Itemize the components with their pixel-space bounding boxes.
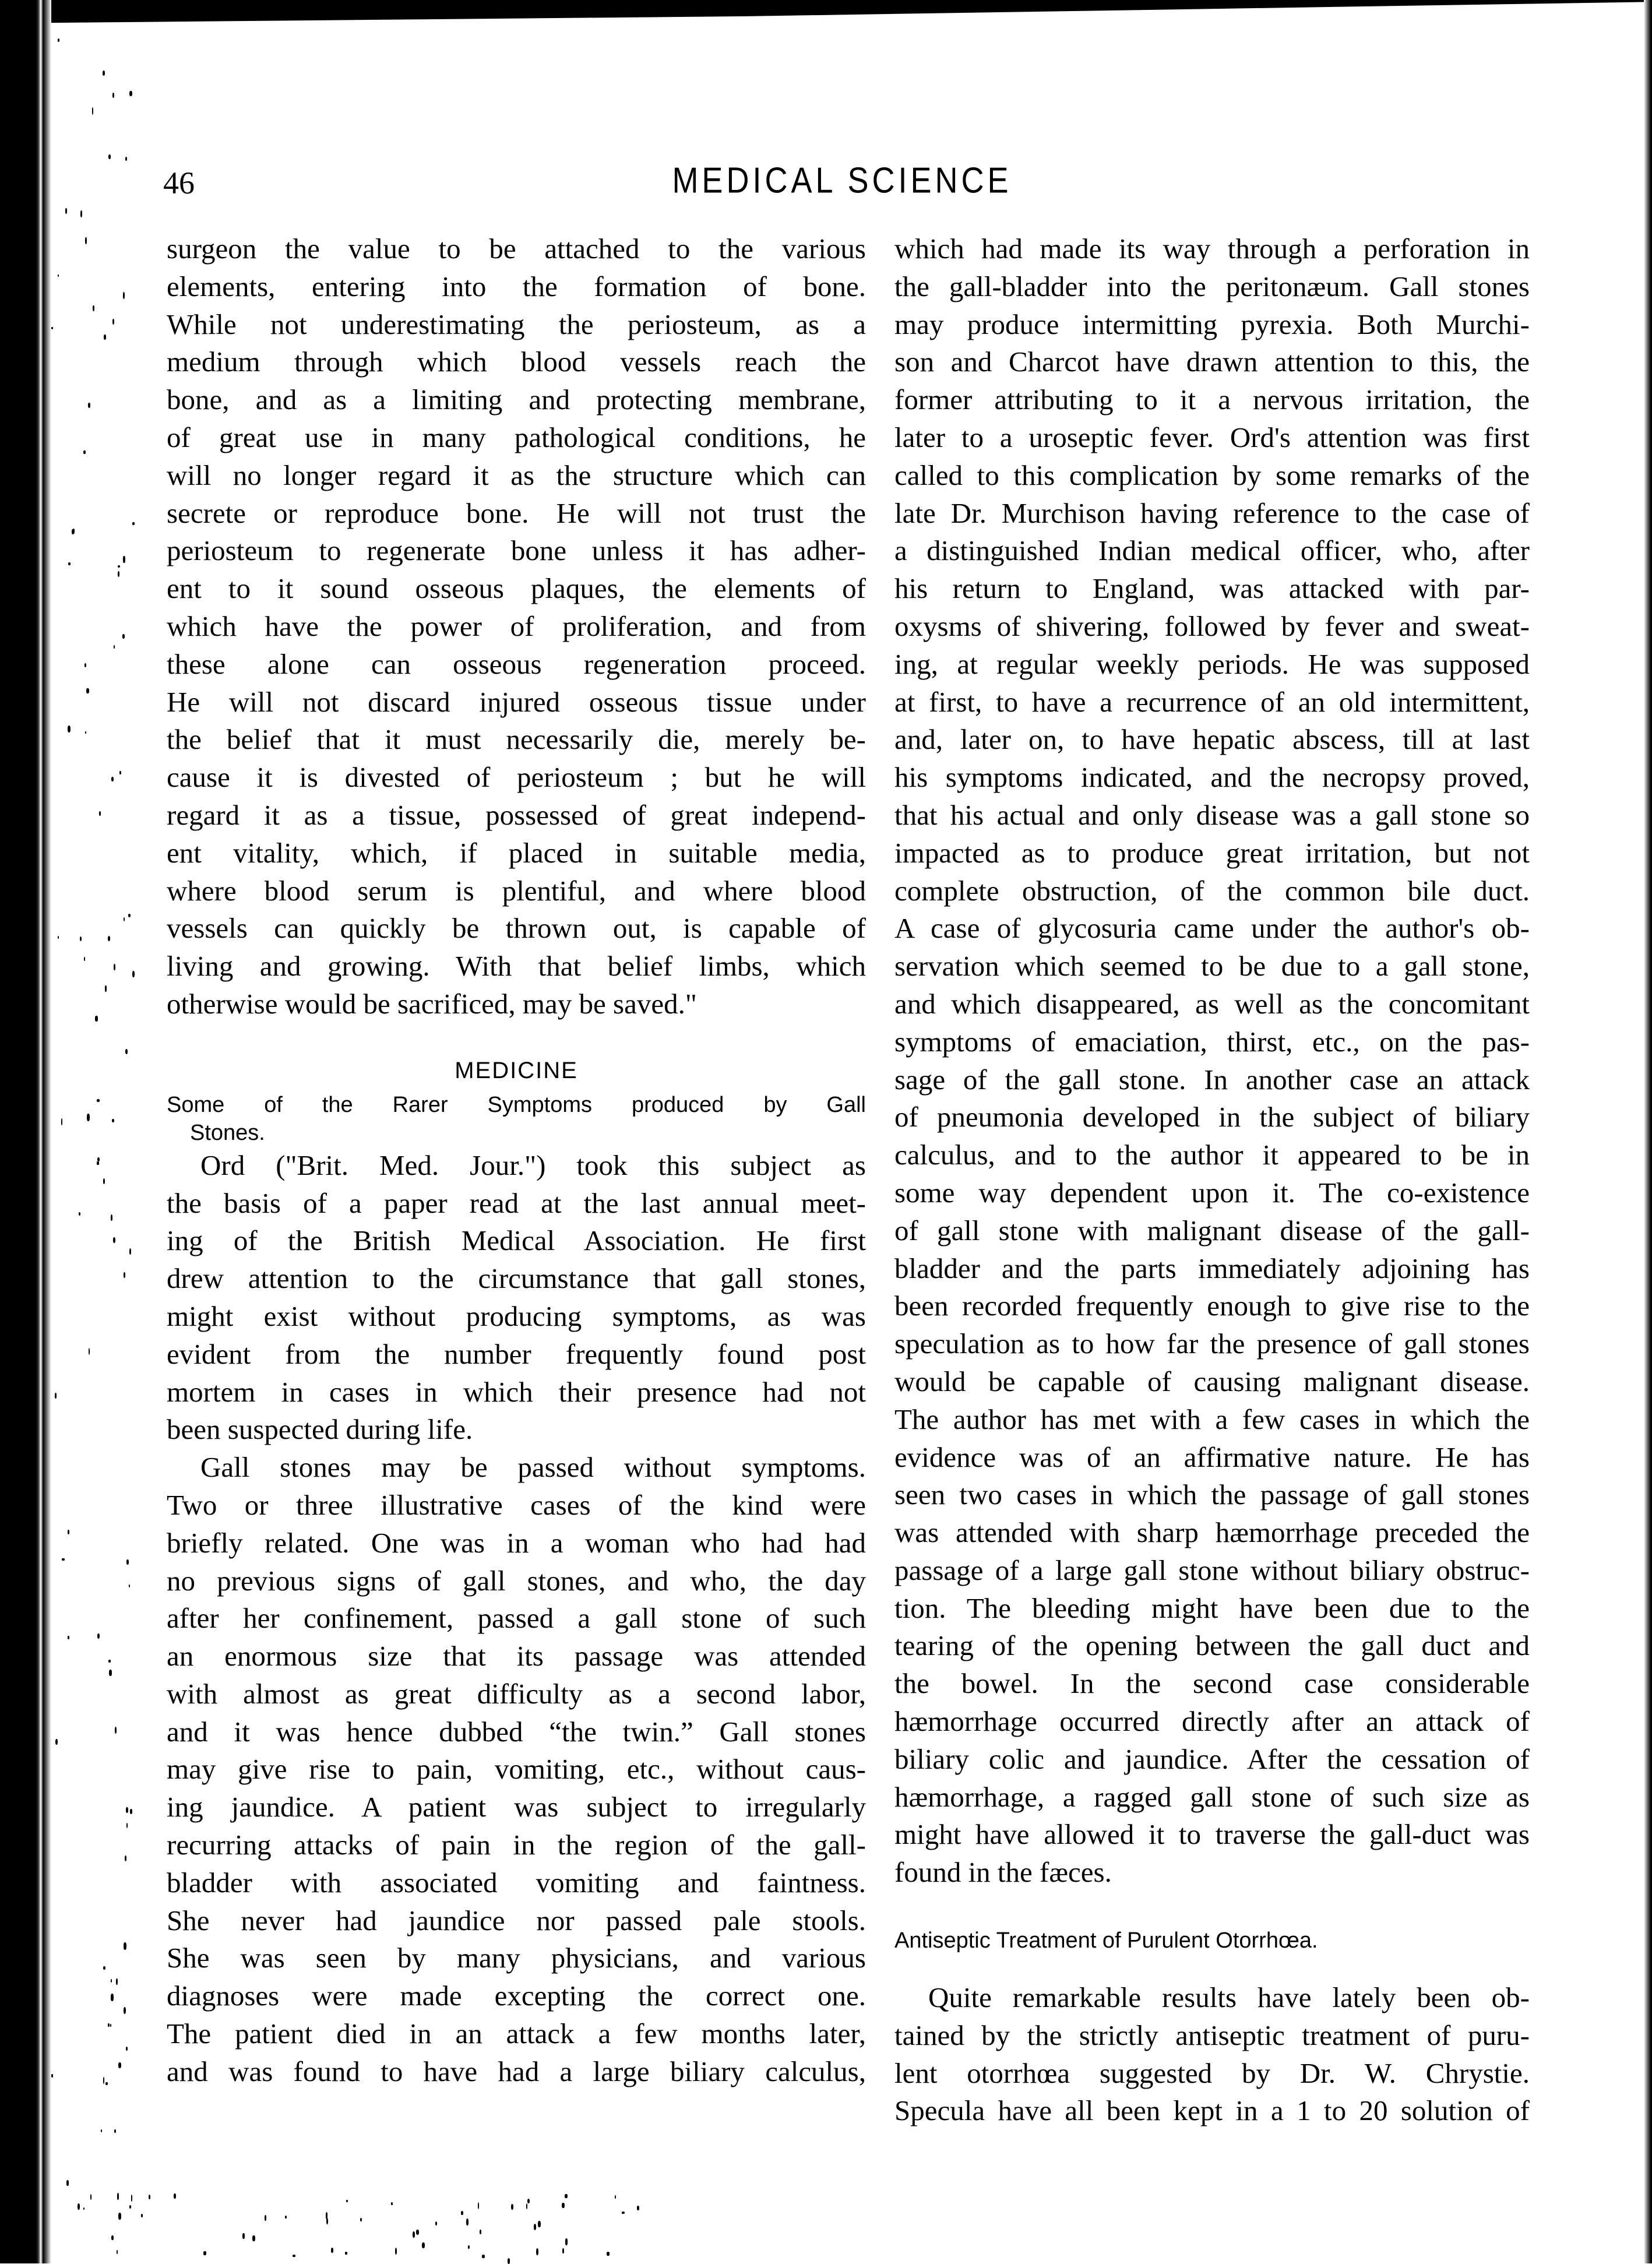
text-line: vessels can quickly be thrown out, is capable of bbox=[167, 912, 866, 945]
scan-speck bbox=[103, 71, 105, 76]
continuation-text-block bbox=[894, 230, 1530, 1892]
scan-speck bbox=[90, 2194, 91, 2200]
scan-speck bbox=[128, 914, 131, 917]
scan-speck bbox=[478, 2202, 479, 2210]
scan-speck bbox=[242, 2233, 245, 2239]
page-number: 46 bbox=[163, 166, 195, 200]
scan-speck bbox=[99, 811, 101, 816]
text-line: speculation as to how far the presence of gall stones bbox=[894, 1328, 1530, 1360]
scan-left-edge bbox=[0, 0, 51, 2263]
text-line: lent otorrhœa suggested by Dr. W. Chrystie. bbox=[894, 2057, 1530, 2089]
text-line: medium through which blood vessels reach the bbox=[167, 346, 866, 378]
text-line: an enormous size that its passage was attended bbox=[167, 1640, 866, 1673]
scan-speck bbox=[123, 292, 125, 299]
text-line: complete obstruction, of the common bile duct. bbox=[894, 874, 1530, 907]
scan-speck bbox=[68, 1530, 69, 1534]
text-line: bladder with associated vomiting and faintness. bbox=[167, 1866, 866, 1899]
text-line: with almost as great difficulty as a second labor, bbox=[167, 1677, 866, 1710]
text-line: after her confinement, passed a gall stone of such bbox=[167, 1602, 866, 1635]
scan-speck bbox=[105, 985, 106, 992]
text-line: diagnoses were made excepting the correct one. bbox=[167, 1980, 866, 2012]
scan-speck bbox=[97, 1099, 100, 1102]
scan-speck bbox=[103, 2077, 104, 2084]
scan-speck bbox=[112, 319, 114, 325]
text-line: living and growing. With that belief limbs, which bbox=[167, 950, 866, 983]
scan-speck bbox=[87, 1114, 90, 1121]
scan-speck bbox=[97, 1633, 100, 1639]
text-line: recurring attacks of pain in the region of the gall- bbox=[167, 1829, 866, 1861]
scan-speck bbox=[58, 274, 59, 277]
text-line: bladder and the parts immediately adjoining has bbox=[894, 1252, 1530, 1284]
scan-speck bbox=[607, 2252, 610, 2255]
scan-speck bbox=[124, 1942, 126, 1950]
text-line: the gall-bladder into the peritonæum. Gall stones bbox=[894, 270, 1530, 302]
text-line: secrete or reproduce bone. He will not trust the bbox=[167, 497, 866, 529]
text-line: seen two cases in which the passage of gall stones bbox=[894, 1478, 1530, 1511]
scan-speck bbox=[129, 1585, 131, 1587]
scan-speck bbox=[103, 1178, 105, 1184]
scan-speck bbox=[360, 2218, 362, 2221]
scan-speck bbox=[115, 1727, 117, 1734]
text-line: of pneumonia developed in the subject of biliary bbox=[894, 1101, 1530, 1133]
intro-text-block bbox=[167, 230, 866, 1023]
scan-speck bbox=[118, 2062, 121, 2068]
article-title-line-1: Some of the Rarer Symptoms produced by Gall bbox=[167, 1092, 866, 1117]
scan-speck bbox=[562, 2248, 564, 2254]
text-line: otherwise would be sacrificed, may be saved." bbox=[167, 987, 697, 1020]
text-line: periosteum to regenerate bone unless it has adher- bbox=[167, 534, 866, 567]
text-line: the bowel. In the second case considerable bbox=[894, 1667, 1530, 1700]
scan-speck bbox=[461, 2211, 463, 2215]
scan-speck bbox=[122, 634, 125, 639]
scan-speck bbox=[80, 936, 82, 941]
scan-speck bbox=[534, 2224, 536, 2230]
text-line: oxysms of shivering, followed by fever and sweat- bbox=[894, 610, 1530, 642]
text-line: sage of the gall stone. In another case an attack bbox=[894, 1063, 1530, 1096]
scan-speck bbox=[285, 2216, 287, 2219]
scan-speck bbox=[149, 2195, 150, 2199]
scan-speck bbox=[92, 107, 93, 114]
text-line: where blood serum is plentiful, and where blood bbox=[167, 874, 866, 907]
scan-speck bbox=[119, 771, 121, 775]
scan-speck bbox=[72, 529, 74, 535]
text-line: and, later on, to have hepatic abscess, till at last bbox=[894, 723, 1530, 756]
text-line: hæmorrhage occurred directly after an attack of bbox=[894, 1705, 1530, 1738]
text-line: evident from the number frequently found post bbox=[167, 1337, 866, 1370]
text-line: been suspected during life. bbox=[167, 1413, 473, 1446]
scan-speck bbox=[536, 2248, 538, 2256]
scan-top-edge bbox=[0, 0, 1652, 23]
scan-speck bbox=[105, 2082, 108, 2085]
scan-speck bbox=[395, 2248, 397, 2255]
scan-speck bbox=[97, 1161, 98, 1165]
text-line: was attended with sharp hæmorrhage preceded the bbox=[894, 1516, 1530, 1549]
text-line: his symptoms indicated, and the necropsy proved, bbox=[894, 761, 1530, 794]
text-line: Quite remarkable results have lately been ob- bbox=[928, 1981, 1530, 2014]
scan-speck bbox=[116, 1978, 117, 1985]
scan-speck bbox=[203, 2251, 206, 2255]
text-line: The author has met with a few cases in which the bbox=[894, 1403, 1530, 1435]
text-line: been recorded frequently enough to give rise to the bbox=[894, 1290, 1530, 1322]
scan-speck bbox=[126, 1823, 128, 1828]
text-line: may give rise to pain, vomiting, etc., without caus- bbox=[167, 1753, 866, 1786]
text-line: ing jaundice. A patient was subject to irregularly bbox=[167, 1791, 866, 1823]
text-line: some way dependent upon it. The co-existence bbox=[894, 1176, 1530, 1209]
scan-speck bbox=[123, 556, 125, 563]
scan-speck bbox=[468, 2245, 470, 2249]
scan-speck bbox=[141, 2214, 143, 2217]
text-line: surgeon the value to be attached to the various bbox=[167, 233, 866, 265]
scan-speck bbox=[511, 2204, 513, 2210]
scan-speck bbox=[482, 2255, 485, 2258]
scan-speck bbox=[345, 2252, 347, 2255]
text-line: symptoms of emaciation, thirst, etc., on the pas- bbox=[894, 1025, 1530, 1058]
scan-speck bbox=[132, 971, 135, 977]
text-line: and which disappeared, as well as the concomitant bbox=[894, 987, 1530, 1020]
text-line: would be capable of causing malignant disease. bbox=[894, 1365, 1530, 1397]
paragraph-ord bbox=[167, 1147, 866, 1449]
section-heading-medicine: MEDICINE bbox=[455, 1057, 578, 1083]
text-line: tion. The bleeding might have been due to the bbox=[894, 1592, 1530, 1624]
scan-speck bbox=[637, 2206, 639, 2210]
scan-speck bbox=[88, 403, 90, 408]
scan-speck bbox=[89, 1348, 90, 1355]
text-line: former attributing to it a nervous irritation, the bbox=[894, 383, 1530, 416]
scan-speck bbox=[108, 936, 110, 942]
scan-speck bbox=[129, 1248, 132, 1255]
text-line: found in the fæces. bbox=[894, 1856, 1112, 1889]
text-line: drew attention to the circumstance that gall stones, bbox=[167, 1262, 866, 1295]
scan-speck bbox=[83, 450, 86, 454]
scan-speck bbox=[84, 957, 85, 960]
text-line: ing, at regular weekly periods. He was supposed bbox=[894, 647, 1530, 680]
text-line: regard it as a tissue, possessed of great independ- bbox=[167, 798, 866, 831]
scan-speck bbox=[413, 2231, 415, 2238]
text-line: ent to it sound osseous plaques, the elements of bbox=[167, 572, 866, 605]
scan-speck bbox=[124, 917, 125, 922]
scan-speck bbox=[66, 2180, 69, 2186]
text-line: bone, and as a limiting and protecting membrane, bbox=[167, 383, 866, 416]
scan-speck bbox=[174, 2193, 175, 2199]
scan-speck bbox=[130, 1809, 132, 1814]
scan-speck bbox=[51, 327, 53, 329]
text-line: later to a uroseptic fever. Ord's attention was first bbox=[894, 421, 1530, 453]
text-line: these alone can osseous regeneration proceed. bbox=[167, 647, 866, 680]
text-line: While not underestimating the periosteum, as a bbox=[167, 308, 866, 340]
scan-speck bbox=[108, 154, 111, 159]
scan-speck bbox=[622, 2212, 625, 2214]
text-line: of great use in many pathological conditions, he bbox=[167, 421, 866, 453]
text-line: evidence was of an affirmative nature. He has bbox=[894, 1441, 1530, 1473]
scan-speck bbox=[86, 688, 89, 693]
scan-speck bbox=[466, 2219, 469, 2226]
scan-speck bbox=[114, 645, 115, 649]
scan-speck bbox=[508, 2258, 510, 2263]
scan-speck bbox=[293, 2255, 295, 2257]
scan-speck bbox=[252, 2235, 255, 2241]
text-line: elements, entering into the formation of bone. bbox=[167, 270, 866, 302]
text-line: calculus, and to the author it appeared to be in bbox=[894, 1139, 1530, 1171]
scan-speck bbox=[126, 2047, 128, 2051]
scan-speck bbox=[108, 2023, 110, 2027]
scan-speck bbox=[55, 1393, 57, 1398]
scan-speck bbox=[126, 1807, 128, 1813]
scan-speck bbox=[326, 2218, 329, 2224]
text-line: that his actual and only disease was a gall stone so bbox=[894, 798, 1530, 831]
text-line: called to this complication by some remarks of the bbox=[894, 459, 1530, 491]
right-column bbox=[894, 230, 1530, 2130]
scan-speck bbox=[93, 305, 94, 311]
scan-speck bbox=[527, 2199, 530, 2204]
text-line: ing of the British Medical Association. He first bbox=[167, 1224, 866, 1257]
text-line: Two or three illustrative cases of the kind were bbox=[167, 1488, 866, 1521]
scan-speck bbox=[265, 2215, 266, 2221]
text-line: A case of glycosuria came under the author's ob- bbox=[894, 912, 1530, 945]
scan-speck bbox=[83, 2207, 85, 2210]
paragraph-gall-stones-passed bbox=[167, 1449, 866, 2091]
scan-speck bbox=[85, 237, 87, 244]
text-line: a distinguished Indian medical officer, who, after bbox=[894, 534, 1530, 567]
scan-speck bbox=[97, 1157, 100, 1161]
text-line: and it was hence dubbed “the twin.” Gall stones bbox=[167, 1715, 866, 1748]
scan-speck bbox=[129, 91, 132, 96]
scan-speck bbox=[85, 731, 86, 734]
scan-speck bbox=[129, 2205, 131, 2209]
text-line: tained by the strictly antiseptic treatment of puru- bbox=[894, 2019, 1530, 2051]
text-line: the basis of a paper read at the last annual meet- bbox=[167, 1186, 866, 1219]
text-line: son and Charcot have drawn attention to this, the bbox=[894, 346, 1530, 378]
scan-speck bbox=[126, 1559, 129, 1565]
running-title: MEDICAL SCIENCE bbox=[672, 160, 1012, 201]
paragraph-otorrhoea bbox=[894, 1979, 1530, 2130]
scan-speck bbox=[111, 1994, 114, 2001]
scan-speck bbox=[109, 1670, 112, 1676]
text-line: of gall stone with malignant disease of the gall- bbox=[894, 1214, 1530, 1247]
scan-speck bbox=[117, 2193, 118, 2200]
text-line: servation which seemed to be due to a gall stone, bbox=[894, 950, 1530, 983]
scan-speck bbox=[114, 2129, 116, 2133]
scan-speck bbox=[538, 2221, 541, 2227]
scan-speck bbox=[112, 1119, 114, 1122]
scan-speck bbox=[65, 208, 67, 214]
scan-speck bbox=[118, 2213, 121, 2220]
article-title-line-2: Stones. bbox=[190, 1120, 265, 1145]
text-line: which had made its way through a perforation in bbox=[894, 233, 1530, 265]
article-title-otorrhoea: Antiseptic Treatment of Purulent Otorrhœa. bbox=[894, 1928, 1318, 1953]
text-line: may produce intermitting pyrexia. Both Murchi- bbox=[894, 308, 1530, 340]
text-line: might exist without producing symptoms, as was bbox=[167, 1300, 866, 1332]
text-line: ent vitality, which, if placed in suitable media, bbox=[167, 836, 866, 869]
article-title-gall-stones bbox=[167, 1091, 866, 1147]
text-line: tearing of the opening between the gall duct and bbox=[894, 1629, 1530, 1662]
scan-speck bbox=[68, 562, 71, 565]
text-line: briefly related. One was in a woman who had had bbox=[167, 1526, 866, 1559]
scan-speck bbox=[95, 1016, 98, 1021]
text-line: hæmorrhage, a ragged gall stone of such size as bbox=[894, 1780, 1530, 1813]
scan-speck bbox=[58, 38, 60, 42]
scan-speck bbox=[79, 1212, 81, 1216]
scan-speck bbox=[108, 1660, 111, 1663]
scan-speck bbox=[125, 157, 127, 161]
scan-speck bbox=[114, 964, 115, 970]
scan-speck bbox=[118, 565, 121, 568]
scan-speck bbox=[111, 777, 114, 781]
scan-speck bbox=[565, 2238, 567, 2245]
scan-speck bbox=[78, 2203, 80, 2210]
scan-speck bbox=[111, 1979, 112, 1983]
page-header bbox=[163, 160, 1521, 201]
scan-speck bbox=[118, 571, 119, 577]
scan-speck bbox=[112, 93, 114, 98]
text-line: his return to England, was attacked with par- bbox=[894, 572, 1530, 605]
text-line: impacted as to produce great irritation, but not bbox=[894, 836, 1530, 869]
text-line: The patient died in an attack a few months later, bbox=[167, 2017, 866, 2050]
text-line: He will not discard injured osseous tissue under bbox=[167, 685, 866, 718]
scan-speck bbox=[111, 2235, 113, 2240]
text-line: late Dr. Murchison having reference to the case of bbox=[894, 497, 1530, 529]
scan-speck bbox=[80, 210, 82, 217]
scan-speck bbox=[565, 2194, 567, 2198]
scan-speck bbox=[101, 2129, 103, 2132]
scan-speck bbox=[124, 2007, 126, 2014]
scan-speck bbox=[124, 1272, 125, 1278]
scan-speck bbox=[111, 1214, 112, 1221]
scan-speck bbox=[391, 2202, 393, 2205]
text-line: passage of a large gall stone without biliary obstruc- bbox=[894, 1554, 1530, 1586]
scan-speck bbox=[132, 522, 135, 525]
scan-speck bbox=[480, 2230, 481, 2235]
text-line: mortem in cases in which their presence had not bbox=[167, 1375, 866, 1408]
scan-speck bbox=[131, 2195, 132, 2202]
scan-speck bbox=[68, 1636, 69, 1639]
scan-speck bbox=[117, 2250, 118, 2254]
text-line: the belief that it must necessarily die, merely be- bbox=[167, 723, 866, 756]
scan-speck bbox=[435, 2221, 438, 2226]
left-column bbox=[167, 230, 866, 2091]
text-line: biliary colic and jaundice. After the cessation of bbox=[894, 1742, 1530, 1775]
text-line: She never had jaundice nor passed pale stools. bbox=[167, 1904, 866, 1936]
text-line: Specula have all been kept in a 1 to 20 solution of bbox=[894, 2094, 1530, 2127]
scan-right-edge bbox=[1644, 0, 1652, 2263]
scan-speck bbox=[55, 1739, 58, 1745]
text-line: Ord ("Brit. Med. Jour.") took this subject as bbox=[200, 1149, 866, 1181]
scan-speck bbox=[113, 1237, 115, 1243]
scan-speck bbox=[68, 726, 71, 733]
scan-speck bbox=[125, 1049, 128, 1055]
scan-speck bbox=[61, 1118, 62, 1125]
scan-speck bbox=[615, 2195, 616, 2199]
scan-speck bbox=[110, 2024, 111, 2027]
scan-speck bbox=[103, 1966, 106, 1970]
scan-speck bbox=[84, 663, 86, 668]
text-line: and was found to have had a large biliary calculus, bbox=[167, 2055, 866, 2087]
scan-speck bbox=[562, 2203, 565, 2209]
scan-speck bbox=[331, 2248, 333, 2253]
scan-speck bbox=[526, 2203, 527, 2210]
text-line: She was seen by many physicians, and various bbox=[167, 1942, 866, 1974]
scan-speck bbox=[51, 2074, 53, 2078]
scan-speck bbox=[346, 2200, 347, 2203]
scan-speck bbox=[62, 1558, 65, 1561]
text-line: might have allowed it to traverse the gall-duct was bbox=[894, 1818, 1530, 1851]
text-line: at first, to have a recurrence of an old intermittent, bbox=[894, 685, 1530, 718]
text-line: will no longer regard it as the structure which can bbox=[167, 459, 866, 491]
text-line: Gall stones may be passed without symptoms. bbox=[200, 1451, 866, 1484]
scan-speck bbox=[104, 335, 105, 340]
scan-speck bbox=[422, 2242, 425, 2248]
scan-speck bbox=[125, 1855, 126, 1861]
scan-speck bbox=[416, 2230, 419, 2235]
text-line: no previous signs of gall stones, and who, the day bbox=[167, 1564, 866, 1597]
text-line: cause it is divested of periosteum ; but he will bbox=[167, 761, 866, 794]
text-line: which have the power of proliferation, and from bbox=[167, 610, 866, 642]
scan-speck bbox=[58, 936, 59, 939]
